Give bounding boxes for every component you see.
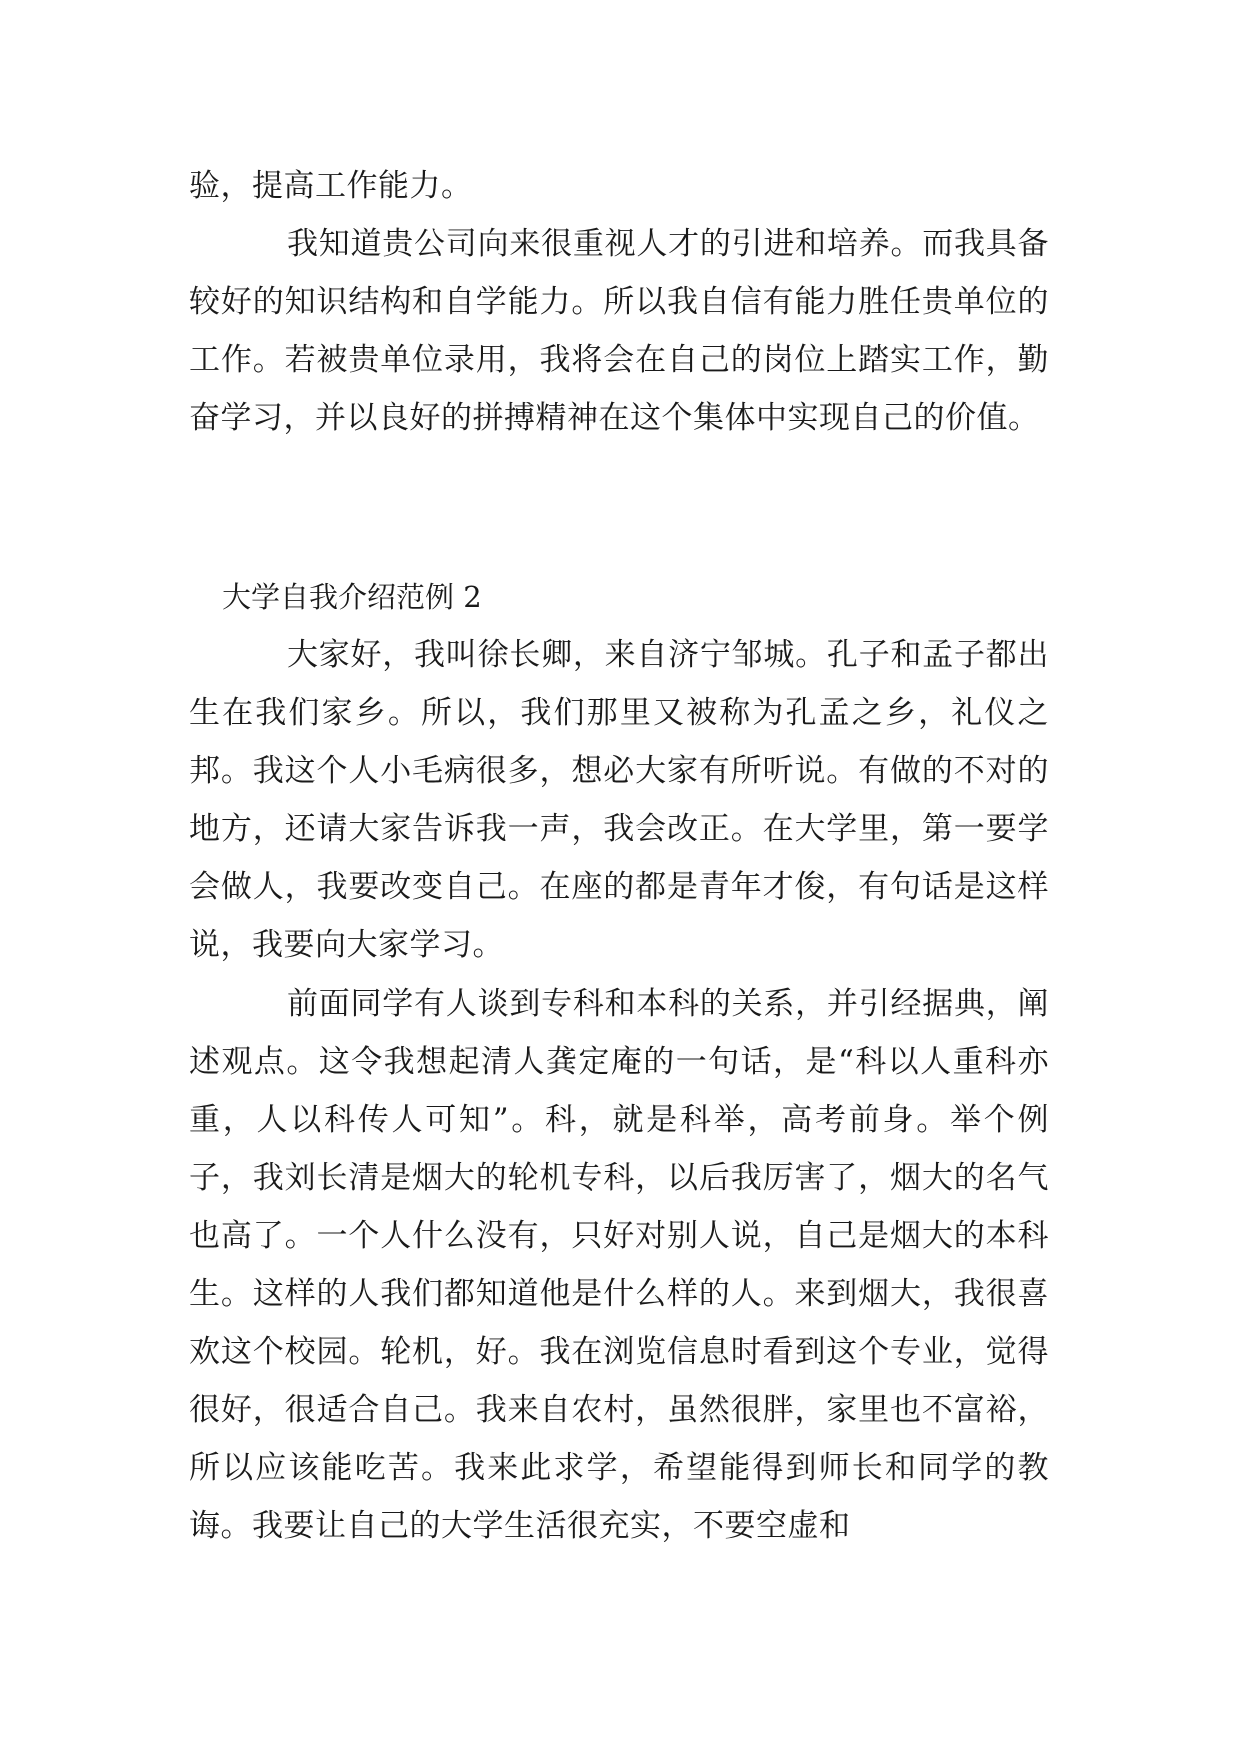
paragraph-company-value: 我知道贵公司向来很重视人才的引进和培养。而我具备较好的知识结构和自学能力。所以我自信有能力胜任贵单位的工作。若被贵单位录用，我将会在自己的岗位上踏实工作，勤奋学习，并以良好的拼搏精神在这个集体中实现自己的价值。 bbox=[189, 226, 1049, 436]
paragraph-major-discussion: 前面同学有人谈到专科和本科的关系，并引经据典，阐述观点。这令我想起清人龚定庵的一句话，是“科以人重科亦重，人以科传人可知”。科，就是科举，高考前身。举个例子，我刘长清是烟大的轮机专科，以后我厉害了，烟大的名气也高了。一个人什么没有，只好对别人说，自己是烟大的本科生。这样的人我们都知道他是什么样的人。来到烟大，我很喜欢这个校园。轮机，好。我在浏览信息时看到这个专业，觉得很好，很适合自己。我来自农村，虽然很胖，家里也不富裕，所以应该能吃苦。我来此求学，希望能得到师长和同学的教诲。我要让自己的大学生活很充实，不要空虚和 bbox=[189, 986, 1049, 1544]
section-heading: 大学自我介绍范例 2 bbox=[222, 580, 482, 614]
paragraph-continuation: 验，提高工作能力。 bbox=[189, 168, 473, 204]
paragraph-self-intro: 大家好，我叫徐长卿，来自济宁邹城。孔子和孟子都出生在我们家乡。所以，我们那里又被称为孔孟之乡，礼仪之邦。我这个人小毛病很多，想必大家有所听说。有做的不对的地方，还请大家告诉我一声，我会改正。在大学里，第一要学会做人，我要改变自己。在座的都是青年才俊，有句话是这样说，我要向大家学习。 bbox=[189, 637, 1049, 963]
